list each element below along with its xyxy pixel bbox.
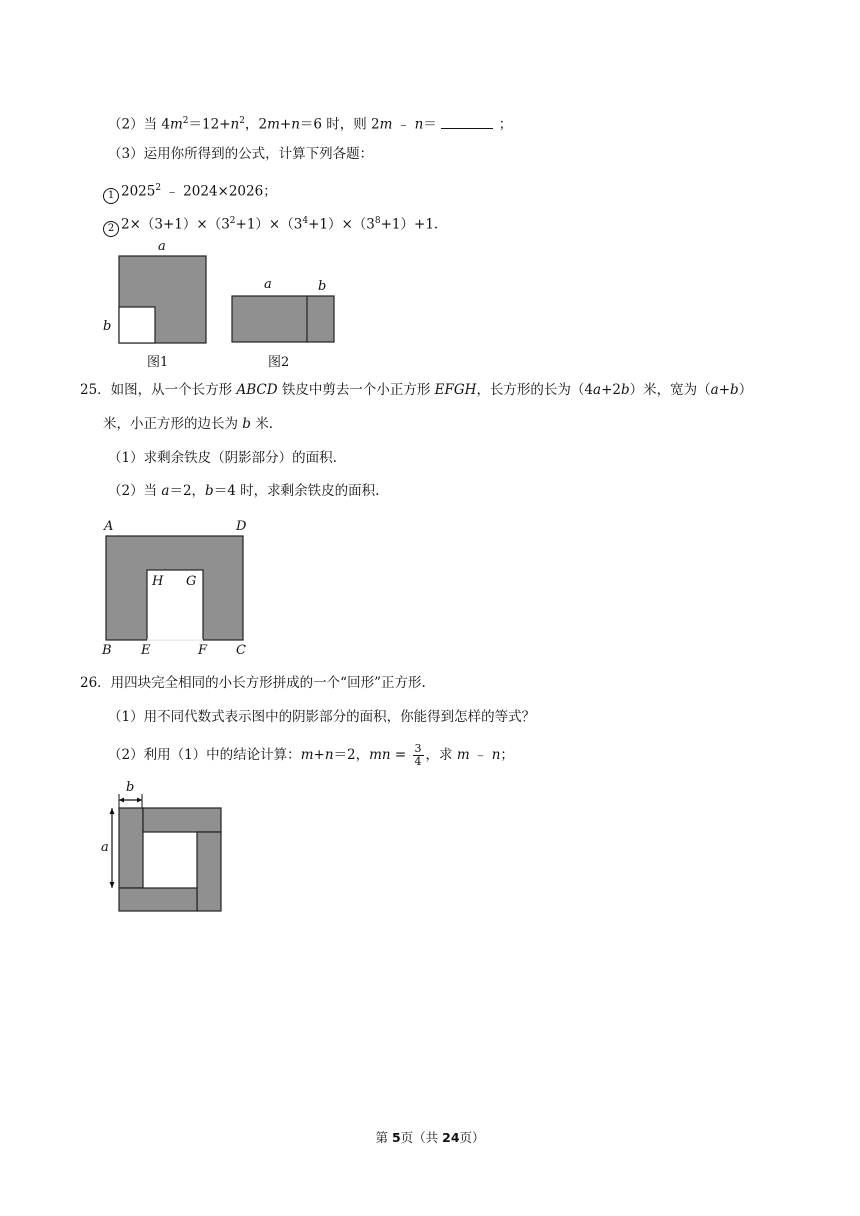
fig2-rectangle — [232, 296, 334, 342]
rect-right — [197, 832, 221, 911]
fraction-3-4: $\frac{3}{4}$ — [414, 742, 422, 768]
label-F: F — [198, 643, 208, 658]
rect-top — [143, 808, 221, 832]
fig2-caption: 图2 — [268, 355, 290, 370]
rect-left — [119, 808, 143, 888]
label-H: H — [152, 574, 164, 589]
label-G: G — [186, 574, 197, 589]
q24-figure — [100, 240, 350, 372]
q24-part2: （2）当 $4m^2=12+n^2$，2m+n＝6 时，则 2m ﹣ n＝ ； — [108, 116, 513, 133]
fig2-label-b: b — [318, 279, 327, 294]
q26-part1: （1）用不同代数式表示图中的阴影部分的面积，你能得到怎样的等式？ — [108, 709, 536, 725]
page-number: 5 — [391, 1130, 401, 1145]
rect-bottom — [119, 888, 197, 911]
total-pages: 24 — [442, 1130, 460, 1145]
label-b: b — [126, 780, 135, 795]
fig1-small-square — [119, 307, 155, 343]
page-footer: 第 5页（共 24页） — [375, 1130, 485, 1145]
fig1-label-b: b — [103, 319, 112, 334]
q25-figure — [100, 515, 260, 660]
q25-part2: （2）当 a＝2，b＝4 时，求剩余铁皮的面积. — [108, 483, 380, 499]
label-C: C — [236, 643, 246, 658]
q25-part1: （1）求剩余铁皮（阴影部分）的面积. — [108, 450, 337, 466]
q24-item1: 1 2025$^2$ ﹣ 2024×2026； — [103, 178, 277, 204]
q25-line1: 25．如图，从一个长方形 ABCD 铁皮中剪去一个小正方形 EFGH，长方形的长为（4a+2b）米，宽为（a+b） — [80, 382, 753, 398]
label-A: A — [104, 519, 114, 534]
q25-line2: 米，小正方形的边长为 b 米. — [103, 416, 274, 432]
label-E: E — [141, 643, 151, 658]
circled-number-2: 2 — [103, 221, 119, 237]
q26-figure — [100, 778, 230, 918]
q24-part3: （3）运用你所得到的公式，计算下列各题： — [108, 146, 374, 162]
label-D: D — [236, 519, 247, 534]
fig2-label-a: a — [264, 277, 272, 292]
fig1-label-a: a — [158, 239, 166, 254]
label-B: B — [102, 643, 112, 658]
fig1-caption: 图1 — [147, 355, 169, 370]
answer-blank[interactable] — [441, 116, 493, 129]
q26-line1: 26．用四块完全相同的小长方形拼成的一个“回形”正方形. — [80, 675, 426, 691]
label-a: a — [101, 840, 109, 855]
q26-part2: （2）利用（1）中的结论计算：m+n＝2，mn = $\frac{3}{4}$ ，求 m ﹣ n； — [108, 742, 514, 768]
circled-number-1: 1 — [103, 188, 119, 204]
q24-item2: 2 $2\times(3+1)\times(3^2+1)\times(3^4+1)\times(3^8+1)+1$. — [103, 211, 438, 237]
